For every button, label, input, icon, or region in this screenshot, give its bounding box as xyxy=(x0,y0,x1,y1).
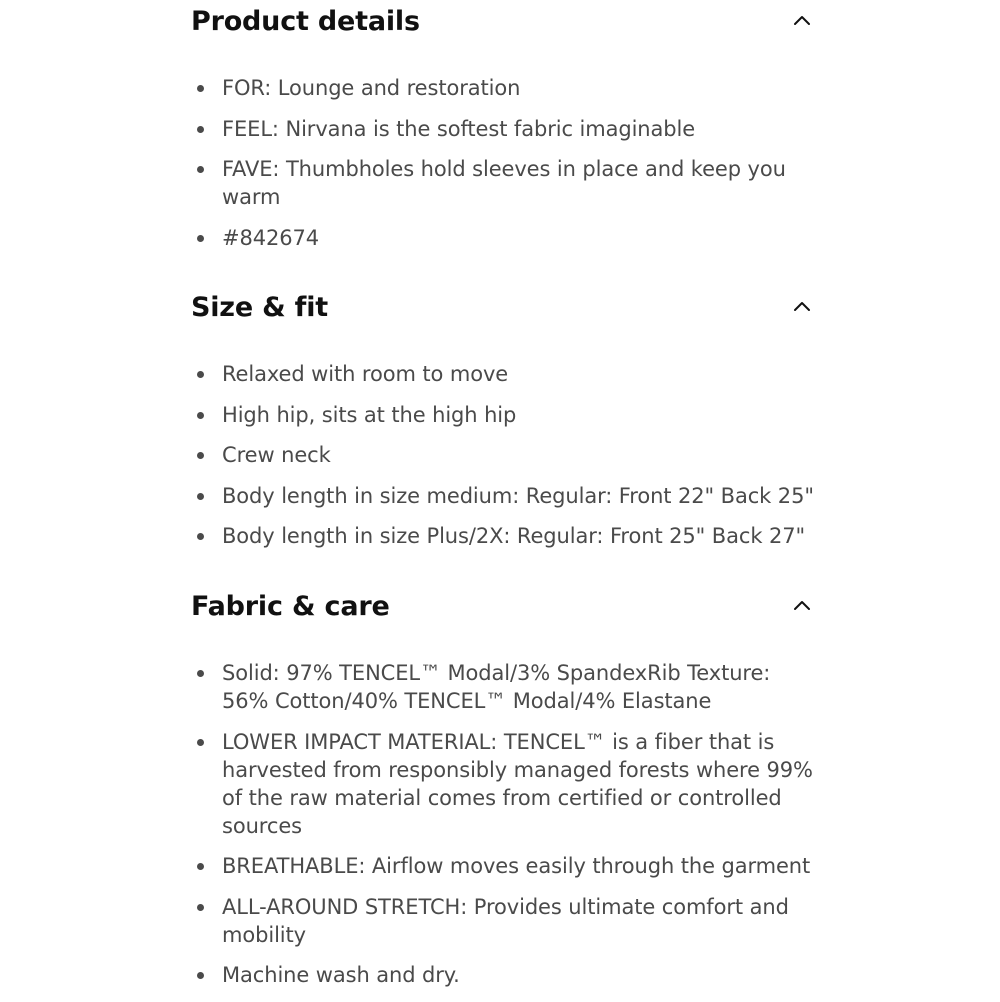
list-item: High hip, sits at the high hip xyxy=(191,401,821,429)
list-item: Relaxed with room to move xyxy=(191,360,821,388)
list-item: FOR: Lounge and restoration xyxy=(191,74,821,102)
list-item: Body length in size Plus/2X: Regular: Front 25" Back 27" xyxy=(191,522,821,550)
list-item: #842674 xyxy=(191,224,821,252)
size-fit-list xyxy=(191,360,821,550)
list-item: Body length in size medium: Regular: Front 22" Back 25" xyxy=(191,482,821,510)
list-item: Crew neck xyxy=(191,441,821,469)
size-fit-header[interactable] xyxy=(191,285,821,329)
product-details-section xyxy=(191,0,821,264)
fabric-care-title: Fabric & care xyxy=(191,590,390,622)
chevron-up-icon[interactable] xyxy=(791,10,813,32)
list-item: ALL-AROUND STRETCH: Provides ultimate comfort and mobility xyxy=(191,893,821,949)
chevron-up-icon[interactable] xyxy=(791,296,813,318)
chevron-up-icon[interactable] xyxy=(791,595,813,617)
list-item: LOWER IMPACT MATERIAL: TENCEL™ is a fiber that is harvested from responsibly managed forests where 99% of the raw material comes from certified or controlled sources xyxy=(191,728,821,840)
fabric-care-section xyxy=(191,584,821,1002)
product-details-title: Product details xyxy=(191,5,420,37)
list-item: BREATHABLE: Airflow moves easily through the garment xyxy=(191,852,821,880)
product-details-header[interactable] xyxy=(191,0,821,43)
size-fit-section xyxy=(191,285,821,563)
list-item: FEEL: Nirvana is the softest fabric imaginable xyxy=(191,115,821,143)
fabric-care-header[interactable] xyxy=(191,584,821,628)
fabric-care-list xyxy=(191,659,821,989)
list-item: Machine wash and dry. xyxy=(191,961,821,989)
list-item: Solid: 97% TENCEL™ Modal/3% SpandexRib Texture: 56% Cotton/40% TENCEL™ Modal/4% Elastane xyxy=(191,659,821,715)
size-fit-title: Size & fit xyxy=(191,291,328,323)
product-details-list xyxy=(191,74,821,252)
list-item: FAVE: Thumbholes hold sleeves in place and keep you warm xyxy=(191,155,821,211)
